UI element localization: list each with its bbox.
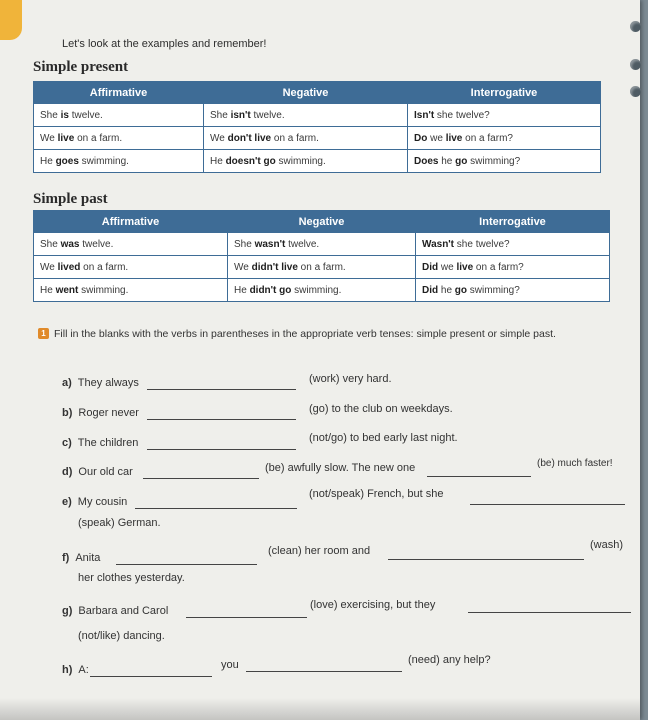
answer-blank-f1[interactable] (116, 564, 257, 565)
exercise-item-f-text-2: (wash) (590, 539, 624, 551)
exercise-item-e-text: (not/speak) French, but she (309, 488, 444, 500)
exercise-item-c: c) The children (62, 437, 139, 449)
intro-text: Let's look at the examples and remember! (62, 38, 267, 50)
header-negative: Negative (204, 82, 408, 104)
cell-affirmative: He goes swimming. (34, 150, 204, 173)
exercise-item-d-text-2: (be) much faster! (537, 458, 613, 469)
exercise-item-g-continuation: (not/like) dancing. (78, 630, 165, 642)
exercise-item-d: d) Our old car (62, 466, 133, 478)
table-header-row (34, 211, 610, 233)
table-row (34, 127, 601, 150)
exercise-item-h: h) A: (62, 664, 89, 676)
simple-present-table (33, 81, 601, 173)
header-interrogative: Interrogative (408, 82, 601, 104)
cell-affirmative: She is twelve. (34, 104, 204, 127)
exercise-item-f: f) Anita (62, 552, 101, 564)
cell-interrogative: Do we live on a farm? (408, 127, 601, 150)
exercise-item-g: g) Barbara and Carol (62, 605, 169, 617)
margin-dot-icon (630, 59, 641, 70)
cell-interrogative: Isn't she twelve? (408, 104, 601, 127)
table-row (34, 279, 610, 302)
margin-dot-icon (630, 21, 641, 32)
exercise-item-b: b) Roger never (62, 407, 139, 419)
answer-blank-c1[interactable] (147, 449, 296, 450)
cell-interrogative: Wasn't she twelve? (416, 233, 610, 256)
table-row (34, 104, 601, 127)
answer-blank-a1[interactable] (147, 389, 296, 390)
cell-affirmative: We live on a farm. (34, 127, 204, 150)
exercise-item-d-text: (be) awfully slow. The new one (265, 462, 416, 474)
exercise-item-a: a) They always (62, 377, 139, 389)
exercise-item-f-continuation: her clothes yesterday. (78, 572, 185, 584)
margin-dot-icon (630, 86, 641, 97)
header-negative: Negative (228, 211, 416, 233)
exercise-item-f-text: (clean) her room and (268, 545, 371, 557)
simple-past-table (33, 210, 610, 302)
cell-affirmative: He went swimming. (34, 279, 228, 302)
exercise-item-h-text: you (221, 659, 239, 671)
answer-blank-g2[interactable] (468, 612, 631, 613)
table-row (34, 256, 610, 279)
exercise-item-e-continuation: (speak) German. (78, 517, 161, 529)
answer-blank-f2[interactable] (388, 559, 584, 560)
exercise-item-h-text-2: (need) any help? (408, 654, 491, 666)
page-corner-tab (0, 0, 22, 40)
table-row (34, 150, 601, 173)
cell-negative: She wasn't twelve. (228, 233, 416, 256)
answer-blank-h2[interactable] (246, 671, 402, 672)
cell-affirmative: We lived on a farm. (34, 256, 228, 279)
answer-blank-e2[interactable] (470, 504, 625, 505)
cell-negative: He doesn't go swimming. (204, 150, 408, 173)
cell-interrogative: Did he go swimming? (416, 279, 610, 302)
exercise-instructions (38, 326, 618, 343)
simple-present-title: Simple present (33, 59, 129, 75)
cell-negative: We don't live on a farm. (204, 127, 408, 150)
header-affirmative: Affirmative (34, 82, 204, 104)
exercise-item-g-text: (love) exercising, but they (310, 599, 436, 611)
cell-negative: She isn't twelve. (204, 104, 408, 127)
exercise-item-b-text: (go) to the club on weekdays. (309, 403, 453, 415)
answer-blank-e1[interactable] (135, 508, 297, 509)
header-affirmative: Affirmative (34, 211, 228, 233)
instruction-text: Fill in the blanks with the verbs in parentheses in the appropriate verb tenses: simple present or simple past. (54, 328, 556, 340)
exercise-item-c-text: (not/go) to bed early last night. (309, 432, 458, 444)
table-header-row (34, 82, 601, 104)
exercise-item-e: e) My cousin (62, 496, 128, 508)
simple-past-title: Simple past (33, 191, 108, 207)
cell-negative: He didn't go swimming. (228, 279, 416, 302)
page-shadow (0, 698, 640, 720)
exercise-number-badge: 1 (38, 328, 49, 339)
header-interrogative: Interrogative (416, 211, 610, 233)
answer-blank-d2[interactable] (427, 476, 531, 477)
cell-negative: We didn't live on a farm. (228, 256, 416, 279)
answer-blank-g1[interactable] (186, 617, 307, 618)
table-row (34, 233, 610, 256)
cell-interrogative: Did we live on a farm? (416, 256, 610, 279)
answer-blank-b1[interactable] (147, 419, 296, 420)
cell-interrogative: Does he go swimming? (408, 150, 601, 173)
exercise-item-a-text: (work) very hard. (309, 373, 392, 385)
cell-affirmative: She was twelve. (34, 233, 228, 256)
answer-blank-d1[interactable] (143, 478, 259, 479)
answer-blank-h1[interactable] (90, 676, 212, 677)
